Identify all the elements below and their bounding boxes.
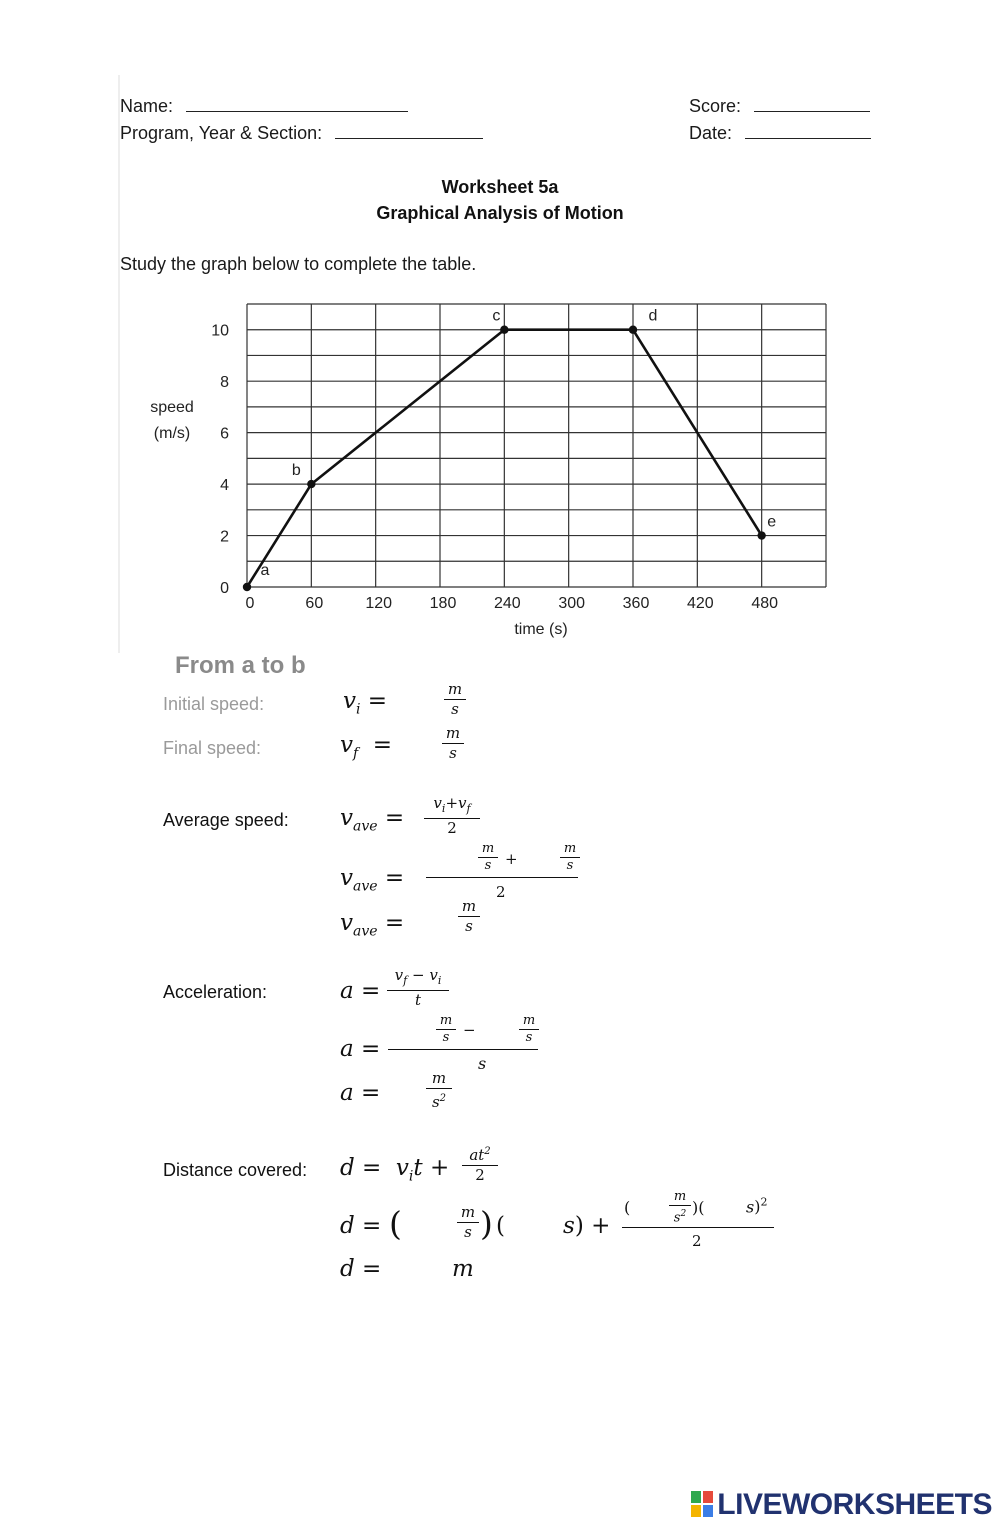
instruction: Study the graph below to complete the table.: [120, 254, 477, 274]
score-blank[interactable]: [754, 96, 870, 112]
vave-sub-lhs: $v_{ave}$ =: [340, 865, 405, 895]
speed-time-graph: [140, 290, 840, 650]
vave-sub-bar: [426, 877, 578, 878]
score-label: Score:: [689, 96, 742, 116]
d-unit-ms: m s: [457, 1204, 479, 1241]
a-divisor-unit: s: [478, 1054, 487, 1073]
y-tick-label: 10: [211, 322, 229, 340]
a-unit-1: m s: [436, 1014, 456, 1045]
vave-formula-frac: $v_i+v_f$ 2: [424, 795, 480, 837]
x-tick-label: 120: [365, 595, 393, 612]
a-result-lhs: a =: [340, 1080, 381, 1106]
d-seconds-term: s) +: [563, 1213, 611, 1239]
x-tick-label: 420: [686, 595, 714, 612]
d-unit-ms2: m $s^2$: [669, 1190, 691, 1225]
y-tick-label: 8: [220, 374, 229, 392]
a-sub-lhs: a =: [340, 1036, 381, 1062]
d-open-paren-2: (: [496, 1213, 505, 1239]
date-field: [689, 123, 871, 144]
d-sub-lhs: d =: [340, 1213, 382, 1239]
program-field: [120, 123, 483, 144]
vf-equation: $v_f$ =: [340, 732, 393, 762]
x-tick-label: 0: [245, 595, 255, 612]
liveworksheets-icon: [691, 1491, 715, 1517]
distance-label: Distance covered:: [163, 1160, 308, 1180]
y-tick-label: 4: [220, 477, 229, 495]
data-point-a: [243, 583, 251, 591]
point-label-a: a: [260, 562, 270, 579]
page-edge: [118, 75, 120, 653]
liveworksheets-logo[interactable]: [691, 1488, 992, 1522]
vf-unit: m s: [442, 725, 464, 762]
acceleration-label: Acceleration:: [163, 982, 268, 1002]
x-tick-label: 60: [305, 595, 324, 612]
y-axis-unit: (m/s): [153, 425, 191, 442]
vave-result-lhs: $v_{ave}$ =: [340, 910, 405, 940]
data-point-d: [629, 326, 637, 334]
a-formula-lhs: a =: [340, 978, 381, 1004]
d-result-unit: m: [452, 1256, 474, 1282]
point-label-d: d: [648, 307, 658, 325]
x-axis-label: time (s): [514, 621, 568, 638]
name-blank[interactable]: [186, 96, 408, 112]
x-tick-label: 300: [558, 595, 586, 612]
vi-unit: m s: [444, 681, 466, 718]
x-tick-label: 240: [493, 595, 521, 612]
x-tick-label: 180: [429, 595, 457, 612]
final-speed-label: Final speed:: [163, 738, 262, 758]
minus-sign: −: [463, 1021, 476, 1039]
a-formula-frac: $v_f - v_i$ t: [387, 967, 449, 1009]
point-label-b: b: [291, 462, 301, 480]
data-point-e: [757, 531, 765, 539]
y-axis-label: speed: [150, 399, 194, 416]
point-label-e: e: [767, 513, 777, 531]
name-label: Name:: [120, 96, 174, 116]
d-result-lhs: d =: [340, 1256, 382, 1282]
program-label: Program, Year & Section:: [120, 123, 323, 143]
d-time-squared: s)$^2$: [746, 1196, 768, 1217]
date-label: Date:: [689, 123, 733, 143]
section-title: From a to b: [175, 652, 306, 679]
worksheet-title: Worksheet 5a: [441, 177, 559, 197]
vave-formula-lhs: $v_{ave}$ =: [340, 805, 405, 835]
d-formula-frac: $at^2$ 2: [462, 1143, 498, 1184]
x-tick-label: 360: [622, 595, 650, 612]
d-divisor: 2: [692, 1232, 702, 1250]
d-frac-bar: [622, 1227, 774, 1228]
y-tick-label: 0: [220, 580, 229, 597]
name-field: [120, 96, 408, 117]
d-open-paren-1: (: [389, 1204, 402, 1243]
a-sub-bar: [388, 1049, 538, 1050]
score-field: [689, 96, 870, 117]
vave-unit-2: m s: [560, 842, 580, 873]
data-point-c: [500, 326, 508, 334]
d-paren-4: )(: [692, 1198, 705, 1217]
y-tick-label: 6: [220, 425, 229, 443]
d-paren-3: (: [624, 1198, 631, 1217]
y-tick-label: 2: [220, 528, 229, 546]
a-result-unit: m $s^2$: [426, 1070, 452, 1111]
initial-speed-label: Initial speed:: [163, 694, 265, 714]
vave-divisor: 2: [496, 883, 506, 901]
vi-equation: $v_i$ =: [343, 688, 388, 718]
x-tick-label: 480: [751, 595, 779, 612]
d-formula-lhs: $d = v_it$ +: [340, 1155, 450, 1185]
worksheet-subtitle: Graphical Analysis of Motion: [376, 203, 624, 223]
a-unit-2: m s: [519, 1014, 539, 1045]
vave-result-unit: m s: [458, 898, 480, 935]
date-blank[interactable]: [745, 123, 871, 139]
point-label-c: c: [492, 307, 501, 325]
average-speed-label: Average speed:: [163, 810, 289, 830]
data-point-b: [307, 480, 315, 488]
vave-unit-1: m s: [478, 842, 498, 873]
plus-sign: +: [505, 850, 518, 868]
program-blank[interactable]: [335, 123, 483, 139]
logo-text: LIVEWORKSHEETS: [717, 1488, 992, 1521]
d-close-paren-1: ): [480, 1204, 493, 1243]
